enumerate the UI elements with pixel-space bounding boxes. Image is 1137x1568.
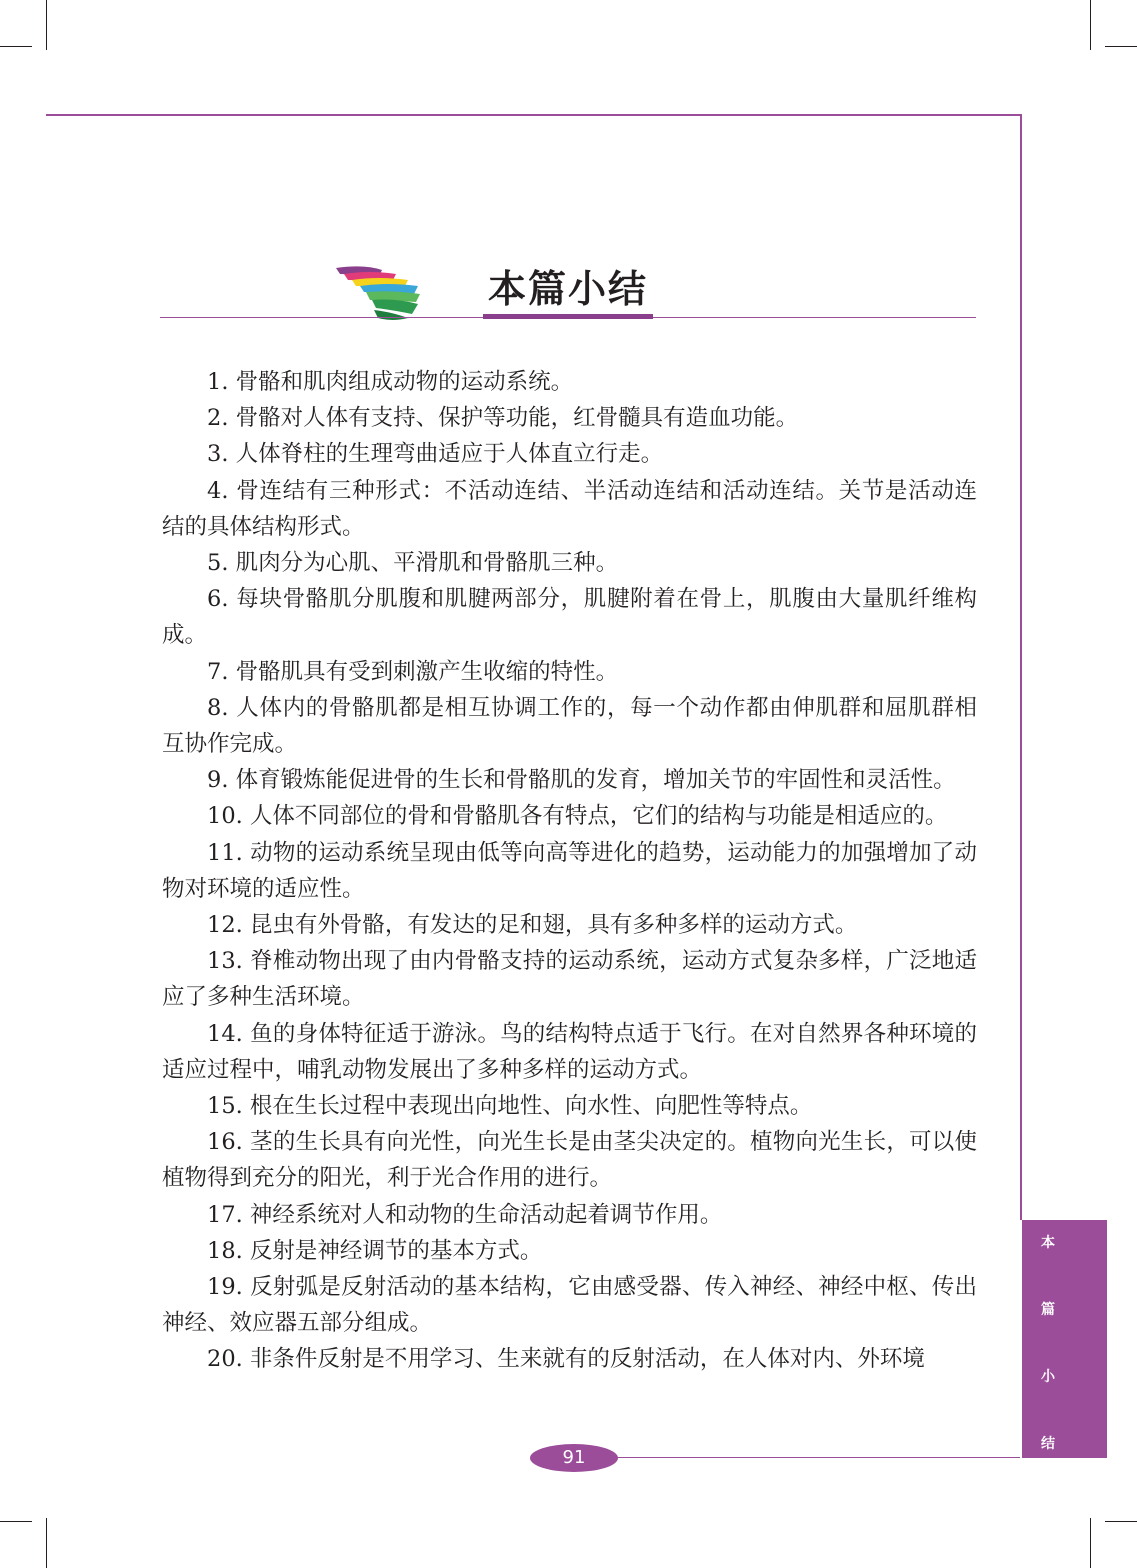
crop-mark xyxy=(46,1518,47,1568)
summary-item: 6. 每块骨骼肌分肌腹和肌腱两部分，肌腱附着在骨上，肌腹由大量肌纤维构成。 xyxy=(162,586,977,649)
summary-item: 11. 动物的运动系统呈现由低等向高等进化的趋势，运动能力的加强增加了动物对环境的适应性。 xyxy=(162,839,977,902)
page-title: 本篇小结 xyxy=(488,267,649,311)
summary-item: 12. 昆虫有外骨骼，有发达的足和翅，具有多种多样的运动方式。 xyxy=(207,912,858,939)
side-tab-char: 结 xyxy=(1041,1436,1055,1452)
summary-item: 10. 人体不同部位的骨和骨骼肌各有特点，它们的结构与功能是相适应的。 xyxy=(207,803,948,830)
summary-item: 9. 体育锻炼能促进骨的生长和骨骼肌的发育，增加关节的牢固性和灵活性。 xyxy=(207,767,956,794)
summary-item: 14. 鱼的身体特征适于游泳。鸟的结构特点适于飞行。在对自然界各种环境的适应过程中，哺乳动物发展出了多种多样的运动方式。 xyxy=(162,1020,977,1083)
crop-mark xyxy=(46,0,47,50)
side-tab-char: 篇 xyxy=(1041,1302,1055,1318)
summary-item: 13. 脊椎动物出现了由内骨骼支持的运动系统，运动方式复杂多样，广泛地适应了多种生活环境。 xyxy=(162,948,977,1011)
summary-item: 19. 反射弧是反射活动的基本结构，它由感受器、传入神经、神经中枢、传出神经、效应器五部分组成。 xyxy=(162,1274,977,1337)
summary-item: 1. 骨骼和肌肉组成动物的运动系统。 xyxy=(207,369,574,395)
summary-item: 2. 骨骼对人体有支持、保护等功能，红骨髓具有造血功能。 xyxy=(207,405,799,432)
crop-mark xyxy=(1090,0,1091,50)
summary-item: 16. 茎的生长具有向光性，向光生长是由茎尖决定的。植物向光生长，可以使植物得到充分的阳光，利于光合作用的进行。 xyxy=(162,1129,977,1192)
crop-mark xyxy=(1105,46,1137,47)
title-underline xyxy=(483,314,653,319)
summary-item: 4. 骨连结有三种形式：不活动连结、半活动连结和活动连结。关节是活动连结的具体结构形式。 xyxy=(162,477,977,540)
summary-item: 18. 反射是神经调节的基本方式。 xyxy=(207,1237,543,1264)
section-side-tab xyxy=(1022,1220,1107,1458)
side-tab-char: 本 xyxy=(1041,1235,1055,1251)
summary-list xyxy=(162,364,977,1378)
summary-item: 8. 人体内的骨骼肌都是相互协调工作的，每一个动作都由伸肌群和屈肌群相互协作完成。 xyxy=(162,694,977,758)
summary-item: 20. 非条件反射是不用学习、生来就有的反射活动，在人体对内、外环境 xyxy=(207,1346,925,1373)
frame-right-line xyxy=(1020,114,1022,1220)
side-tab-char: 小 xyxy=(1041,1369,1055,1385)
crop-mark xyxy=(0,46,32,47)
summary-item: 7. 骨骼肌具有受到刺激产生收缩的特性。 xyxy=(207,658,619,685)
summary-item: 17. 神经系统对人和动物的生命活动起着调节作用。 xyxy=(207,1201,723,1228)
summary-item: 15. 根在生长过程中表现出向地性、向水性、向肥性等特点。 xyxy=(207,1093,813,1120)
frame-top-line xyxy=(46,114,1022,116)
crop-mark xyxy=(1105,1521,1137,1522)
crop-mark xyxy=(0,1521,32,1522)
summary-item: 5. 肌肉分为心肌、平滑肌和骨骼肌三种。 xyxy=(207,550,619,577)
summary-item: 3. 人体脊柱的生理弯曲适应于人体直立行走。 xyxy=(207,441,664,468)
page-number: 91 xyxy=(562,1447,586,1468)
crop-mark xyxy=(1090,1518,1091,1568)
footer-line xyxy=(617,1457,1020,1458)
